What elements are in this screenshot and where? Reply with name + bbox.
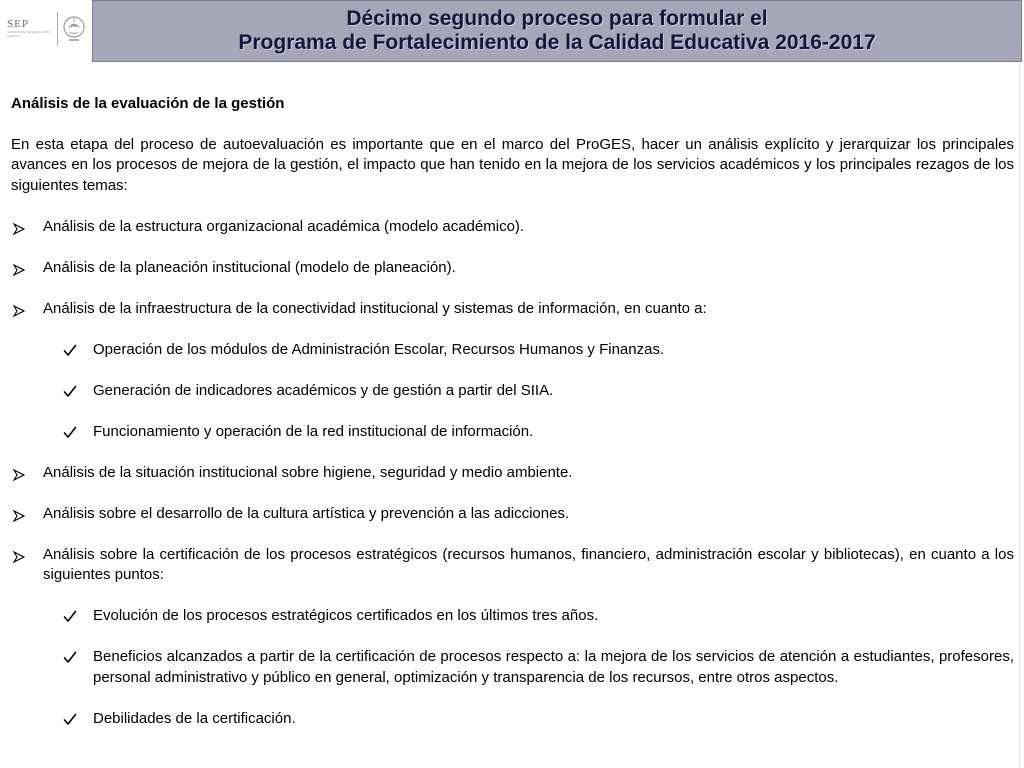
intro-paragraph: En esta etapa del proceso de autoevaluación es importante que en el marco del ProGES, hacer un análisis explícito y jerarquizar los principales avances en los procesos de mejora de la gestión, el impacto que han tenido en la mejora de los servicios académicos y los principales rezagos de los siguientes temas: [11, 135, 1014, 194]
sub-bullet-item [11, 606, 1014, 627]
slide-title-line-1: Décimo segundo proceso para formular el [346, 7, 768, 30]
bullet-text: Operación de los módulos de Administración Escolar, Recursos Humanos y Finanzas. [93, 340, 665, 358]
arrow-bullet-icon [13, 303, 25, 315]
sub-bullet-item [11, 381, 1014, 402]
national-seal-icon [62, 14, 86, 44]
bullet-text: Análisis de la planeación institucional (modelo de planeación). [43, 258, 456, 276]
checkmark-bullet-icon [63, 425, 77, 438]
bullet-text: Análisis sobre la certificación de los procesos estratégicos (recursos humanos, financiero, administración escolar y bibliotecas), en cuanto a los siguientes puntos: [43, 545, 1014, 583]
arrow-bullet-icon [13, 467, 25, 479]
bullet-text: Evolución de los procesos estratégicos certificados en los últimos tres años. [93, 607, 599, 624]
section-heading: Análisis de la evaluación de la gestión [11, 95, 285, 112]
bullet-item [11, 504, 1014, 525]
arrow-bullet-icon [13, 262, 25, 274]
checkmark-bullet-icon [63, 712, 77, 725]
bullet-text: Funcionamiento y operación de la red institucional de información. [93, 422, 534, 440]
bullet-text: Generación de indicadores académicos y de gestión a partir del SIIA. [93, 381, 554, 399]
logo-divider [57, 12, 58, 46]
arrow-bullet-icon [13, 221, 25, 233]
bullet-text: Análisis sobre el desarrollo de la cultura artística y prevención a las adicciones. [43, 504, 570, 522]
bullet-list [11, 217, 1014, 730]
sub-bullet-item [11, 647, 1014, 688]
arrow-bullet-icon [13, 508, 25, 520]
arrow-bullet-icon [13, 549, 25, 561]
bullet-text: Análisis de la situación institucional sobre higiene, seguridad y medio ambiente. [43, 463, 573, 481]
checkmark-bullet-icon [63, 343, 77, 356]
bullet-text: Debilidades de la certificación. [93, 709, 296, 727]
bullet-text: Beneficios alcanzados a partir de la certificación de procesos respecto a: la mejora de los servicios de atención a estudiantes, profesores, personal administrativo y público en general, optimización y transparencia de los recursos, entre otros aspectos. [93, 648, 1014, 686]
slide-title-line-2: Programa de Fortalecimiento de la Calidad Educativa 2016-2017 [238, 31, 876, 54]
bullet-item [11, 545, 1014, 586]
bullet-item [11, 463, 1014, 484]
sep-logo-text: SEP [7, 18, 29, 30]
title-banner [92, 0, 1022, 62]
bullet-item [11, 299, 1014, 320]
sub-bullet-item [11, 709, 1014, 730]
checkmark-bullet-icon [63, 384, 77, 397]
checkmark-bullet-icon [63, 650, 77, 663]
checkmark-bullet-icon [63, 609, 77, 622]
bullet-item [11, 217, 1014, 238]
page-right-border [1019, 62, 1020, 768]
bullet-item [11, 258, 1014, 279]
sep-logo [0, 0, 93, 62]
bullet-text: Análisis de la estructura organizacional académica (modelo académico). [43, 217, 525, 235]
sub-bullet-item [11, 340, 1014, 361]
slide-body [11, 94, 1014, 729]
sep-logo-subtitle: SECRETARÍA DE EDUCACIÓN PÚBLICA [7, 30, 50, 38]
sub-bullet-item [11, 422, 1014, 443]
bullet-text: Análisis de la infraestructura de la conectividad institucional y sistemas de información, en cuanto a: [43, 299, 707, 317]
